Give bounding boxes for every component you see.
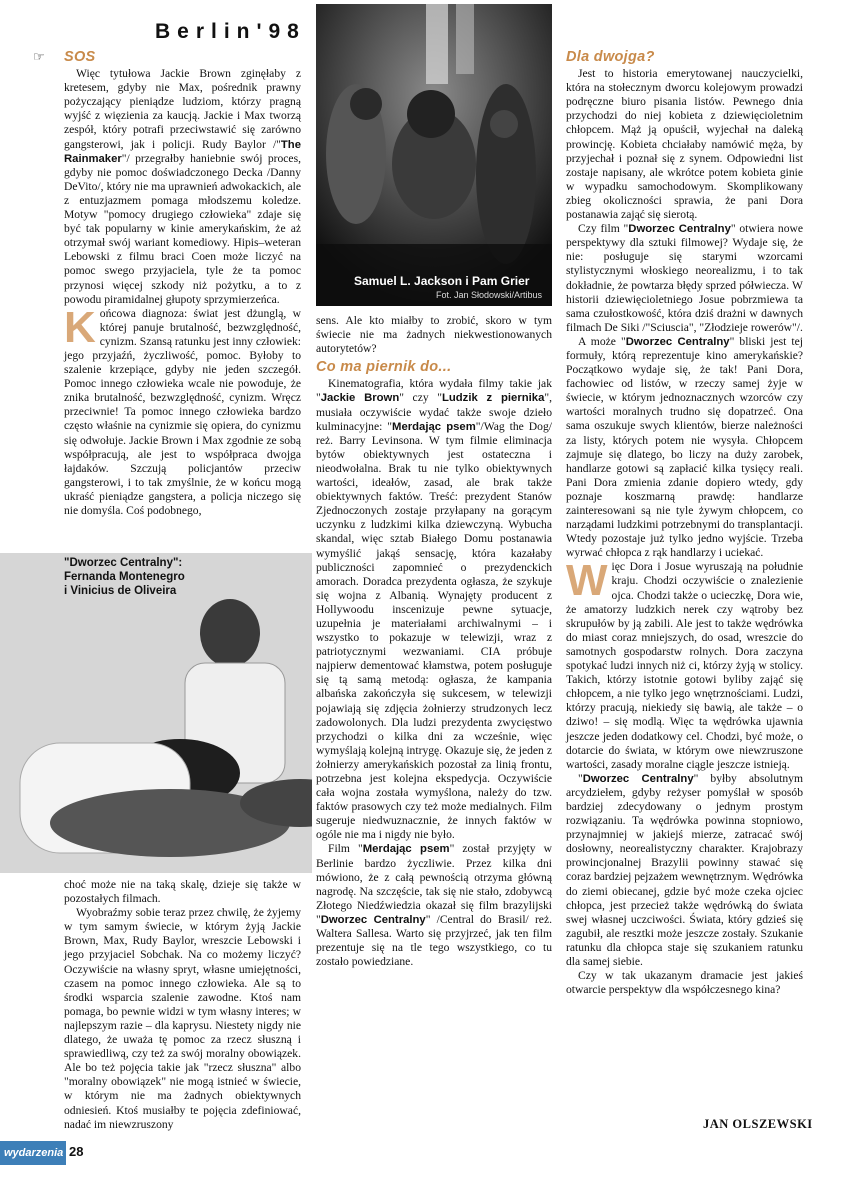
subheading-piernik: Co ma piernik do... xyxy=(316,359,452,376)
drop-cap: W xyxy=(566,556,608,606)
page-number: 28 xyxy=(69,1144,84,1159)
photo-dworzec xyxy=(0,553,312,873)
photo-dworzec-image xyxy=(0,553,312,873)
photo-left-caption-3: i Vinicius de Oliveira xyxy=(64,585,177,597)
subheading-sos: SOS xyxy=(64,49,96,65)
photo-premiere xyxy=(316,4,552,306)
photo-credit: Fot. Jan Słodowski/Artibus xyxy=(436,290,543,300)
paragraph: Więc tytułowa Jackie Brown zginęłaby z kretesem, gdyby nie Max, pośrednik prawny pożyczający pieniądze ludziom, którzy pragną wyjść z więzienia za kaucją. Jackie i Max tworzą zespół, który potrafi przeciwstawić się zarówno gangsterowi, jak i policji. Rudy Baylor /"The Rainmaker"/ przegrałby haniebnie swój proces, gdyby nie pomoc doświadczonego Decka /Danny DeVito/, który nie ma uprawnień adwokackich, ale z entuzjazmem pomaga młodszemu koledze. Motyw "pomocy drugiego człowieka" zdaje się być tak popularny w kinie amerykańskim, że aż otrzymał swój wariant komediowy. Hipis–weteran Lebowski z filmu braci Coen może liczyć na pomoc swego przyjaciela, tyle że ta pomoc przynosi więcej szkody niż pożytku, a to z powodu piramidalnej głupoty sprzymierzeńca. xyxy=(64,67,301,306)
paragraph: Więc Dora i Josue wyruszają na południe kraju. Chodzi oczywiście o znalezienie ojca. Chodzi także o ucieczkę, Dora wie, że amatorzy ludzkich nerek czy wątroby bez skrupułów by ją zabili. Ale jest to także wędrówka do miast coraz mniejszych, do osad, wreszcie do samotnych gospodarstw rolnych. Dora zaczyna spotykać ludzi innych niż ci, którzy żyją w stolicy. Takich, którzy istotnie gotowi byliby zająć się chłopcem, a nie tylko jego wnętrznościami. Ludzi, którzy pracują, niekiedy się bawią, ale także – o dziwo! – się modlą. Więc ta wędrówka ujawnia jeszcze jeden dodatkowy cel. Chodzi, być może, o dotarcie do świata, w którym owe niewzruszone wartości, zasady moralne ciągle jeszcze istnieją. xyxy=(566,556,803,771)
paragraph: Czy film "Dworzec Centralny" otwiera nowe perspektywy dla sztuki filmowej? Wydaje się, że nie: posługuje się starymi wzorcami stylistycznymi włoskiego neorealizmu, i to tak dokładnie, że powtarza błędy sprzed półwiecza. W historii dziewięcioletniego Josue pobrzmiewa ta sama czułostkowość, która dziś drażni w dawnych filmach De Siki /"Sciuscia", "Złodzieje rowerów"/. xyxy=(566,222,804,334)
author-signature: JAN OLSZEWSKI xyxy=(703,1117,813,1131)
paragraph: A może "Dworzec Centralny" bliski jest tej formuły, którą reprezentuje kino amerykańskie? Początkowo wydaje się, że tak! Pani Dora, fachowiec od listów, w rzeczy samej żyje w świecie, w którym jednoznacznych wzorców czy wartości moralnych trudno się dopatrzeć. Ona sama oszukuje swych klientów, bierze należności za listy, których potem nie wysyła. Chłopcem zajmuje się dlatego, bo liczy na duży zarobek, handlarze gotowi są zapłacić kilka tysięcy reali. Pani Dora zmienia zdanie dopiero wtedy, gdy poznaje koszmarną prawdę: handlarze zainteresowani są nie tyle żywym chłopcem, co narządami ludzkimi potrzebnymi do transplantacji. Wtedy pozostaje już tylko jedno wyjście. Trzeba wyrwać chłopca z rąk handlarzy i uciekać. xyxy=(566,334,803,560)
section-label: wydarzenia xyxy=(0,1141,66,1165)
column-3 xyxy=(566,46,803,997)
photo-left-caption-1: "Dworzec Centralny": xyxy=(64,557,183,569)
column-2 xyxy=(316,314,552,969)
paragraph: sens. Ale kto miałby to zrobić, skoro w tym świecie nie ma żadnych niekwestionowanych autorytetów? xyxy=(316,314,552,356)
column-1-bottom xyxy=(64,878,301,1132)
paragraph: Film "Merdając psem" został przyjęty w Berlinie bardzo życzliwie. Przez kilka dni mówiono, że z całą pewnością otrzyma główną nagrodę. Na szczęście, tak się nie stało, zdobywcą Złotego Niedźwiedzia okazał się film brazylijski "Dworzec Centralny" /Central do Brasil/ reż. Waltera Sallesa. Warto się przyjrzeć, jak ten film prezentuje się na tle tego wszystkiego, co tu zostało powiedziane. xyxy=(316,842,552,969)
drop-cap: K xyxy=(64,302,96,352)
paragraph: Końcowa diagnoza: świat jest dżunglą, w której panuje brutalność, bezwzględność, cynizm. Szansą ratunku jest inny człowiek: jego przyjaźń, życzliwość, pomoc. Byłoby to szalenie krzepiące, gdyby nie jeden szczegół. Pomoc innego człowieka wcale nie powoduje, że znika brutalność, bezwzględność, cynizm. Wręcz przeciwnie! Ta pomoc innego człowieka bardzo często właśnie na cynizmie się opiera, do cynizmu się odwołuje. Jackie Brown i Max zgodnie ze sobą współpracują, ale jest to współpraca dwojga łajdaków. Szczują policjantów przeciw gangsterowi, i to tak zmyślnie, że w końcu mogą ukraść pieniądze gangstera, a policja niczego się nie domyśla. Coś podobnego, xyxy=(64,302,301,517)
paragraph: Wyobraźmy sobie teraz przez chwilę, że żyjemy w tym samym świecie, w którym żyją Jackie Brown, Max, Rudy Baylor, wreszcie Lebowski i jego przyjaciel Sobchak. Na co możemy liczyć? Oczywiście na własny spryt, własne umiejętności, czasem na pomoc innego człowieka. Ale są to środki wsparcia szalenie zawodne. Ktoś nam pomaga, bo pewnie widzi w tym własny interes; w najlepszym razie – dla kaprysu. Niestety nigdy nie dlatego, że uważa tę pomoc za rzecz słuszną i sprawiedliwą, czy też za swój moralny obowiązek. Ale bo też pojęcia takie jak "rzecz słuszna" albo "moralny obowiązek" nie mogą istnieć w świecie, w którym nie ma żadnych obiektywnych odniesień. Ktoś musiałby te pojęcia zdefiniować, nadać im niewzruszony xyxy=(64,906,301,1131)
subheading-dla-dwojga: Dla dwojga? xyxy=(566,49,655,65)
section-title: Berlin'98 xyxy=(155,20,306,43)
paragraph: Kinematografia, która wydała filmy takie jak "Jackie Brown" czy "Ludzik z piernika", musiała oczywiście wydać także swoje dzieło kulminacyjne: "Merdając psem"/Wag the Dog/ reż. Barry Levinsona. W tym filmie eliminacja bytów obiektywnych jest ostateczna i nieodwołalna. Brak tu nie tylko obiektywnych wartości, ideałów, zasad, ale brak także obiektywnych faktów. Treść: prezydent Stanów Zjednoczonych zostaje przyłapany na gorącym uczynku z ludzkimi kilka dziewczyną. Wybucha skandal, więc sztab Białego Domu postanawia wymyślić jakąś sensację, która kazałaby publiczności zapomnieć o prezydenckich amorach. Doradca prezydenta ogłasza, że szykuje się wojna z Albanią. Wynajęty producent z Hollywoodu inscenizuje pewne sytuacje, uzupełnia je materiałami archiwalnymi – i wszystko to pokazuje w telewizji, wraz z patriotycznymi wezwaniami. CIA próbuje najpierw dementować kłamstwa, potem posługuje się tą samą metodą: ogłasza, że kampania albańska zakończyła się sukcesem, w telewizji pojawiają się zdjęcia żołnierzy strudzonych lecz zadowolonych. Dla ludzi prezydenta zwycięstwo przychodzi o kilka dni za wcześnie, więc wymyślają kolejną intrygę. Okazuje się, że jeden z żołnierzy amerykańskich pozostał za linią frontu, potrzebna jest kolejna ekspedycja. Oczywiście cała wojna została wymyślona, należy do tzw. faktów prasowych czy też może medialnych. Film sugeruje niedwuznacznie, że innych faktów w ogóle nie ma i nigdy nie było. xyxy=(316,377,552,842)
pointing-hand-icon: ☞ xyxy=(33,49,45,64)
paragraph: "Dworzec Centralny" byłby absolutnym arcydziełem, gdyby reżyser pomyślał w sposób bardziej zdecydowany o jednym prostym rozwiązaniu. Ta wędrówka powinna stopniowo, przynajmniej w jakiejś mierze, zatracać swój dosłowny, neorealistyczny charakter. Krajobrazy prowincjonalnej Brazylii powinny stawać się coraz bardziej pejzażem wewnętrznym. Wędrówka do ziemi obiecanej, gdzie być może czeka ojciec chłopca, jest przecież także wędrówką do świata swej własnej uczciwości. Świata, który gdzieś się zagubił, ale resztki może jeszcze zostały. Szukanie ratunku dla chłopca staje się szukaniem ratunku dla samej siebie. xyxy=(566,771,804,968)
paragraph: choć może nie na taką skalę, dzieje się także w pozostałych filmach. xyxy=(64,878,301,906)
photo-left-caption-2: Fernanda Montenegro xyxy=(64,571,185,583)
photo-caption-name: Samuel L. Jackson i Pam Grier xyxy=(354,274,530,288)
column-1-top xyxy=(64,46,301,518)
photo-premiere-image xyxy=(316,4,552,306)
paragraph: Jest to historia emerytowanej nauczycielki, która na stołecznym dworcu kolejowym prowadzi podręczne biuro pisania listów. Pewnego dnia przychodzi do niej kobieta z dziewięcioletnim chłopcem. Mąż ją opuścił, wyjechał na daleką prowincję. Kobieta chciałaby namówić męża, by przyjechał i poznał się z synem. Odpowiedni list zostaje napisany, ale wkrótce potem kobieta ginie w wypadku samochodowym. Skomplikowany zbieg okoliczności sprawia, że pani Dora postanawia zająć się sierotą. xyxy=(566,67,803,222)
paragraph: Czy w tak ukazanym dramacie jest jakieś otwarcie perspektyw dla współczesnego kina? xyxy=(566,969,803,997)
